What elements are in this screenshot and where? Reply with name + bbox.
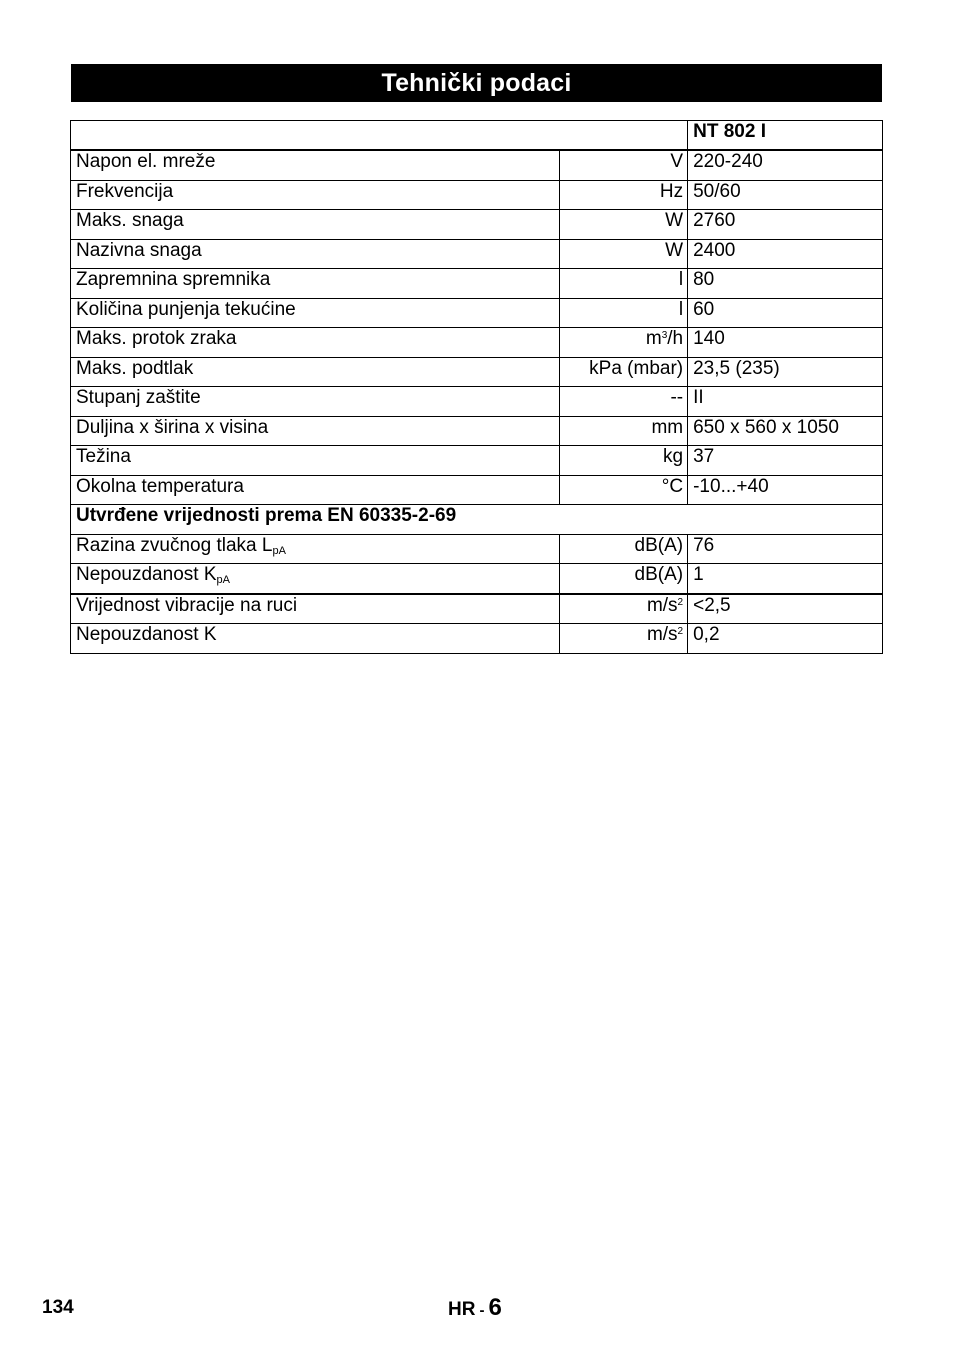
row-unit: l <box>560 269 688 299</box>
row-label: Vrijednost vibracije na ruci <box>71 594 560 624</box>
row-value: -10...+40 <box>688 475 883 505</box>
row-label: Maks. snaga <box>71 210 560 240</box>
row-unit: dB(A) <box>560 564 688 594</box>
unit-tail: /h <box>667 328 684 349</box>
table-row <box>71 416 883 446</box>
row-unit: l <box>560 298 688 328</box>
separator: - <box>479 1302 485 1319</box>
table-header-row <box>71 121 883 151</box>
technical-data-table <box>70 120 883 654</box>
row-value: 140 <box>688 328 883 358</box>
page-title: Tehnički podaci <box>381 68 572 97</box>
table-row <box>71 534 883 564</box>
row-value: 80 <box>688 269 883 299</box>
model-header: NT 802 I <box>688 121 883 151</box>
row-label: Duljina x širina x visina <box>71 416 560 446</box>
table-row <box>71 269 883 299</box>
row-label: Okolna temperatura <box>71 475 560 505</box>
row-unit: W <box>560 239 688 269</box>
section-page-number: 6 <box>488 1294 502 1321</box>
row-unit <box>560 328 688 358</box>
row-unit <box>560 624 688 654</box>
table-row <box>71 180 883 210</box>
row-value: II <box>688 387 883 417</box>
row-label: Maks. podtlak <box>71 357 560 387</box>
label-subscript: pA <box>272 544 286 557</box>
row-label: Maks. protok zraka <box>71 328 560 358</box>
unit-superscript: 2 <box>677 596 684 608</box>
row-unit: °C <box>560 475 688 505</box>
row-label <box>71 534 560 564</box>
unit-superscript: 2 <box>677 626 684 637</box>
row-unit <box>560 594 688 624</box>
table-row <box>71 150 883 180</box>
unit-superscript: 3 <box>661 330 668 341</box>
label-text: Nepouzdanost K <box>76 564 217 585</box>
row-value: <2,5 <box>688 594 883 624</box>
row-label <box>71 564 560 594</box>
row-value: 23,5 (235) <box>688 357 883 387</box>
page-number: 134 <box>42 1297 74 1318</box>
title-bar <box>71 64 882 102</box>
table-row <box>71 328 883 358</box>
row-unit: V <box>560 150 688 180</box>
unit-base: m/s <box>646 624 678 645</box>
table-row <box>71 564 883 594</box>
row-value: 650 x 560 x 1050 <box>688 416 883 446</box>
table-row <box>71 446 883 476</box>
table-row <box>71 210 883 240</box>
row-value: 220-240 <box>688 150 883 180</box>
row-value: 76 <box>688 534 883 564</box>
row-value: 60 <box>688 298 883 328</box>
row-value: 37 <box>688 446 883 476</box>
language-code: HR <box>448 1299 476 1320</box>
header-empty-cell <box>71 121 688 151</box>
row-value: 50/60 <box>688 180 883 210</box>
section-heading-row <box>71 505 883 535</box>
table-row <box>71 387 883 417</box>
row-unit: kg <box>560 446 688 476</box>
row-value: 2400 <box>688 239 883 269</box>
row-label: Zapremnina spremnika <box>71 269 560 299</box>
row-unit: mm <box>560 416 688 446</box>
row-value: 0,2 <box>688 624 883 654</box>
table-row <box>71 624 883 654</box>
language-section-marker <box>448 1294 502 1322</box>
unit-base: m/s <box>646 594 678 616</box>
row-unit: -- <box>560 387 688 417</box>
row-label: Količina punjenja tekućine <box>71 298 560 328</box>
table-row <box>71 239 883 269</box>
row-value: 2760 <box>688 210 883 240</box>
unit-base: m <box>645 328 662 349</box>
table-row <box>71 594 883 624</box>
row-label: Nazivna snaga <box>71 239 560 269</box>
table-row <box>71 475 883 505</box>
table-row <box>71 357 883 387</box>
table-row <box>71 298 883 328</box>
row-label: Težina <box>71 446 560 476</box>
row-unit: Hz <box>560 180 688 210</box>
row-label: Napon el. mreže <box>71 150 560 180</box>
label-subscript: pA <box>216 574 230 586</box>
row-label: Nepouzdanost K <box>71 624 560 654</box>
row-unit: kPa (mbar) <box>560 357 688 387</box>
row-label: Frekvencija <box>71 180 560 210</box>
row-value: 1 <box>688 564 883 594</box>
row-unit: W <box>560 210 688 240</box>
section-heading: Utvrđene vrijednosti prema EN 60335-2-69 <box>71 505 883 535</box>
label-text: Razina zvučnog tlaka L <box>76 534 273 556</box>
row-label: Stupanj zaštite <box>71 387 560 417</box>
row-unit: dB(A) <box>560 534 688 564</box>
